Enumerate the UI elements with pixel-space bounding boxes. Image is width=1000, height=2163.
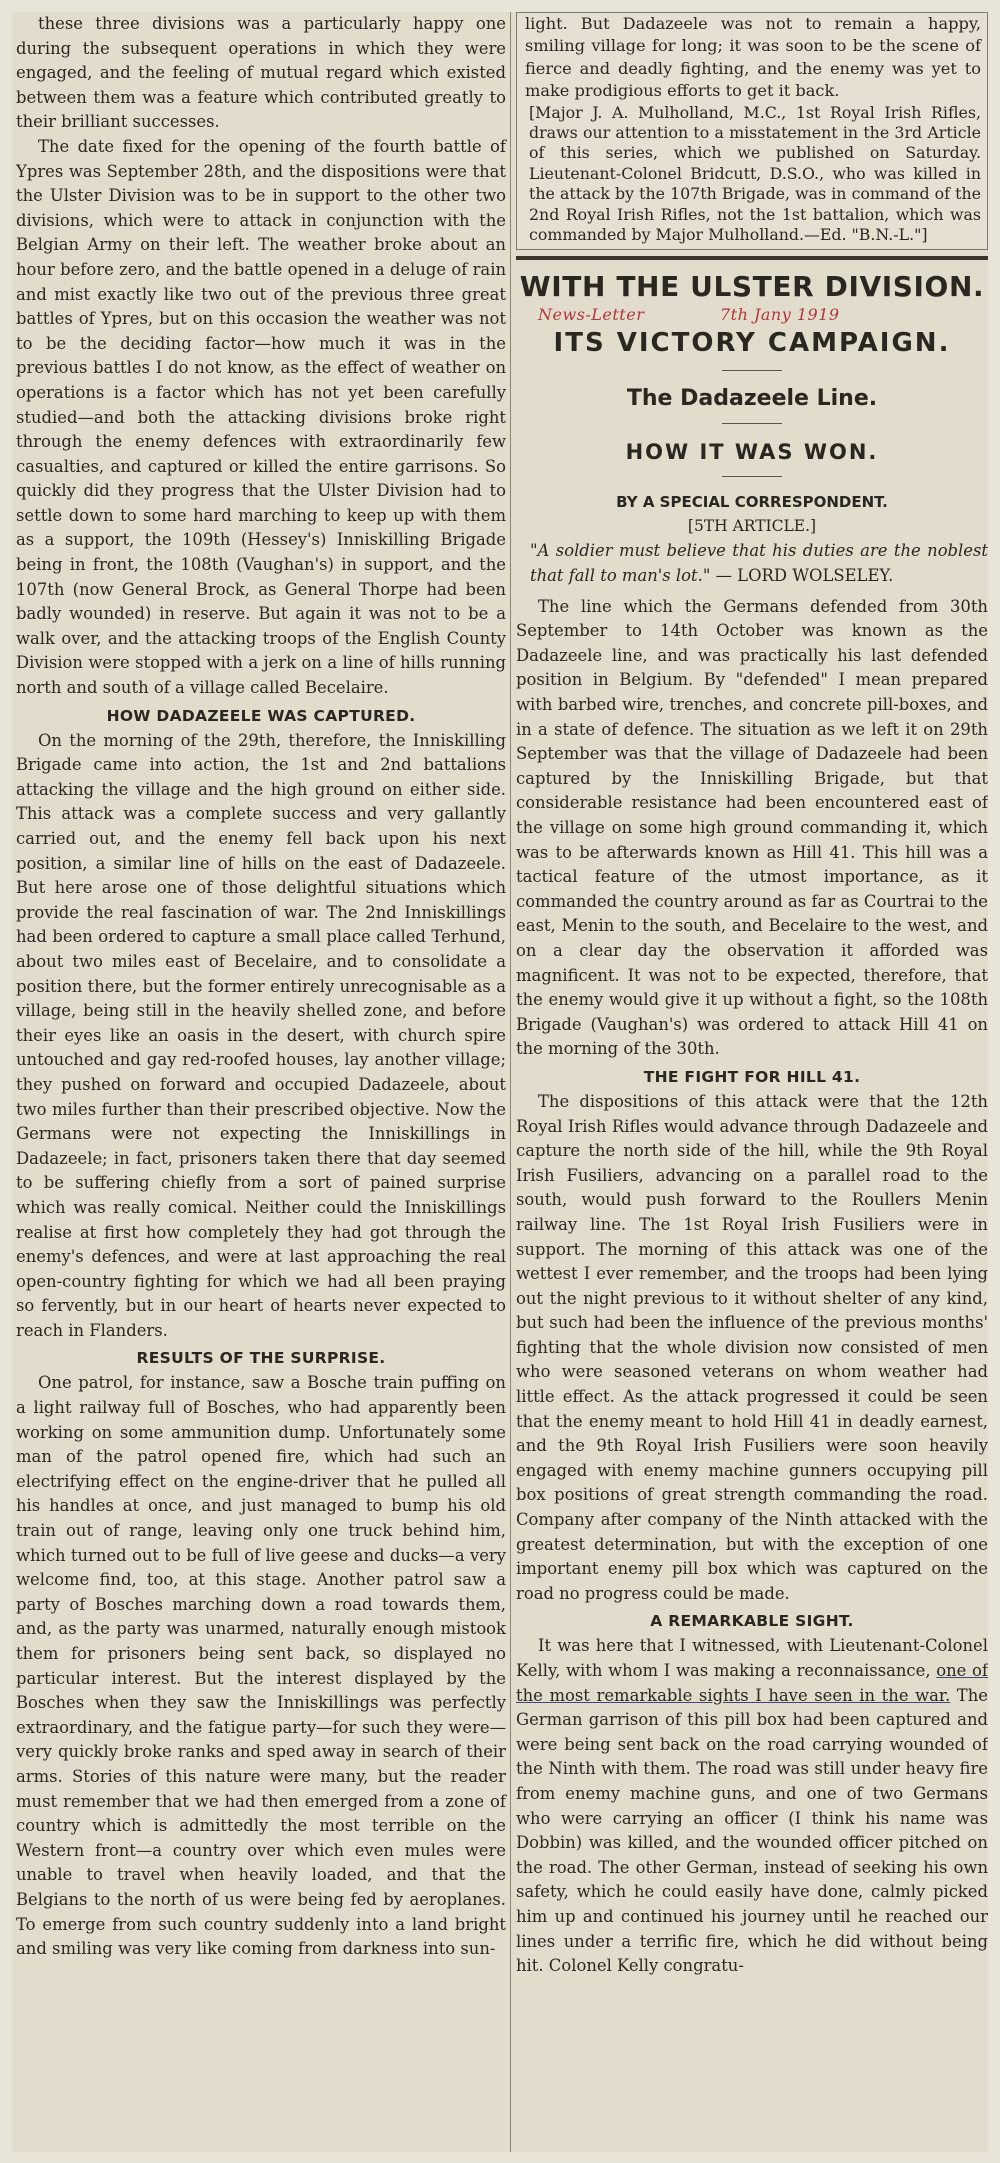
handwritten-annotation [516,304,988,326]
right-heading-fight-hill-41: THE FIGHT FOR HILL 41. [643,1067,861,1086]
article-number: [5TH ARTICLE.] [687,517,817,536]
headline-third: The Dadazeele Line. [626,386,878,412]
epigraph-text: "A soldier must believe that his duties are the noblest that fall to man's lot." [530,541,988,586]
right-paragraphs-2 [516,1090,988,1606]
handwritten-source: News-Letter [538,305,645,325]
headline-main: WITH THE ULSTER DIVISION. [519,270,985,304]
final-paragraph-end: The German garrison of this pill box had been captured and were being sent back on the road carrying wounded of the Ninth with them. The road was still under heavy fire from enemy machine guns, and one of two Germans who were carrying an officer (I think his name was Dobbin) was killed, and the wounded officer pitched on the road. The other German, instead of seeking his own safety, which he could easily have done, calmly picked him up and continued his journey until he reached our lines under a terrific fire, which he did without being hit. Colonel Kelly congratu- [516,1685,988,1976]
paragraph: these three divisions was a particularly happy one during the subsequent operations in which they were engaged, and the feeling of mutual regard which existed between them was a feature which contributed greatly to their brilliant successes. [16,14,506,132]
newspaper-clipping [12,12,988,2152]
paragraph: The line which the Germans defended from 30th September to 14th October was known as the Dadazeele line, and was practically his last defended position in Belgium. By "defended" I mean prepared with barbed wire, trenches, and concrete pill-boxes, and in a state of defence. The situation as we left it on 29th September was that the village of Dadazeele had been captured by the Inniskilling Brigade, but that considerable resistance had been encountered east of the village on some high ground commanding it, which was to be afterwards known as Hill 41. This hill was a tactical feature of the utmost importance, as it commanded the country around as far as Courtrai to the east, Menin to the south, and Becelaire to the west, and on a clear day the observation it afforded was magnificent. It was not to be expected, therefore, that the enemy would give it up without a fight, so the 108th Brigade (Vaughan's) was ordered to attack Hill 41 on the morning of the 30th. [516,596,988,1059]
byline: BY A SPECIAL CORRESPONDENT. [616,493,888,512]
continuation-box [516,12,988,250]
paragraph: The dispositions of this attack were that the 12th Royal Irish Rifles would advance through Dadazeele and capture the north side of the hill, while the 9th Royal Irish Fusiliers, advancing on a parallel road to the south, would push forward to the Roullers Menin railway line. The 1st Royal Irish Fusiliers were in support. The morning of this attack was one of the wettest I ever remember, and the troops had been lying out the night previous to it without shelter of any kind, but such had been the influence of the previous months' fighting that the whole division now consisted of men who were seasoned veterans on whom weather had little effect. As the attack progressed it could be seen that the enemy meant to hold Hill 41 in deadly earnest, and the 9th Royal Irish Fusiliers were soon heavily engaged with enemy machine gunners occupying pill box positions of great strength commanding the road. Company after company of the Ninth attacked with the greatest determination, but with the exception of one important enemy pill box which was captured on the road no progress could be made. [516,1091,988,1603]
headline-second: ITS VICTORY CAMPAIGN. [553,328,951,359]
left-paragraphs-2 [16,729,506,1344]
left-heading-dadazeele-captured: HOW DADAZEELE WAS CAPTURED. [106,706,416,725]
paragraph: The date fixed for the opening of the fourth battle of Ypres was September 28th, and the dispositions were that the Ulster Division was to be in support to the other two divisions, which were to attack in conjunction with the Belgian Army on their left. The weather broke about an hour before zero, and the battle opened in a deluge of rain and mist exactly like two out of the previous three great battles of Ypres, but on this occasion the weather was not to be the deciding factor—how much it was in the previous battles I do not know, as the effect of weather on operations is a factor which has not yet been carefully studied—and both the attacking divisions broke right through the enemy defences with extraordinarily few casualties, and captured or killed the entire garrisons. So quickly did they progress that the Ulster Division had to settle down to some hard marching to keep up with them as a support, the 109th (Hessey's) Inniskilling Brigade being in front, the 108th (Vaughan's) in support, and the 107th (now General Brock, as General Thorpe had been badly wounded) in reserve. But again it was not to be a walk over, and the attacking troops of the English County Division were stopped with a jerk on a line of hills running north and south of a village called Becelaire. [16,136,506,698]
column-divider [510,12,511,2152]
right-column [516,12,988,2152]
epigraph-author: — LORD WOLSELEY. [715,566,894,586]
headline-divider-3 [722,476,782,477]
left-heading-results-surprise: RESULTS OF THE SURPRISE. [136,1349,386,1368]
headline-divider-2 [722,423,782,424]
final-paragraph [516,1634,988,1978]
left-paragraphs-3 [16,1371,506,1961]
headline-fourth: HOW IT WAS WON. [625,440,879,465]
editor-note: [Major J. A. Mulholland, M.C., 1st Royal Irish Rifles, draws our attention to a misstatement in the 3rd Article of this series, which we published on Saturday. Lieutenant-Colonel Bridcutt, D.S.O., who was killed in the attack by the 107th Brigade, was in command of the 2nd Royal Irish Rifles, not the 1st battalion, which was commanded by Major Mulholland.—Ed. "B.N.-L."] [529,102,981,245]
right-heading-remarkable-sight: A REMARKABLE SIGHT. [650,1612,854,1631]
paragraph: On the morning of the 29th, therefore, the Inniskilling Brigade came into action, the 1st and 2nd battalions attacking the village and the high ground on either side. This attack was a complete success and very gallantly carried out, and the enemy fell back upon his next position, a similar line of hills on the east of Dadazeele. But here arose one of those delightful situations which provide the real fascination of war. The 2nd Inniskillings had been ordered to capture a small place called Terhund, about two miles east of Becelaire, and to consolidate a position there, but the former entirely unrecognisable as a village, being still in the heavily shelled zone, and before their eyes like an oasis in the desert, with church spire untouched and gay red-roofed houses, lay another village; they pushed on forward and occupied Dadazeele, about two miles further than their prescribed objective. Now the Germans were not expecting the Inniskillings in Dadazeele; in fact, prisoners taken there that day seemed to be suffering chiefly from a sort of pained surprise which was really comical. Neither could the Inniskillings realise at first how completely they had got through the enemy's defences, and were at last approaching the real open-country fighting for which we had all been praying so fervently, but in our heart of hearts never expected to reach in Flanders. [16,730,506,1340]
final-paragraph-start: It was here that I witnessed, with Lieutenant-Colonel Kelly, with whom I was making a reconnaissance, [516,1636,988,1680]
left-column [16,12,512,2152]
box-paragraph: light. But Dadazeele was not to remain a happy, smiling village for long; it was soon to be the scene of fierce and deadly fighting, and the enemy was yet to make prodigious efforts to get it back. [525,14,981,101]
handwritten-date: 7th Jany 1919 [719,305,840,325]
epigraph [516,539,988,588]
paragraph: One patrol, for instance, saw a Bosche train puffing on a light railway full of Bosches, who had apparently been working on some ammunition dump. Unfortunately some man of the patrol opened fire, which had such an electrifying effect on the engine-driver that he pulled all his handles at once, and just managed to bump his old train out of range, leaving only one truck behind him, which turned out to be full of live geese and ducks—a very welcome find, too, at this stage. Another patrol saw a party of Bosches marching down a road towards them, and, as the party was unarmed, naturally enough mistook them for prisoners being sent back, so displayed no particular interest. But the interest displayed by the Bosches when they saw the Inniskillings was perfectly extraordinary, and the fatigue party—for such they were—very quickly broke ranks and sped away in search of their arms. Stories of this nature were many, but the reader must remember that we had then emerged from a zone of country which is admittedly the most terrible on the Western front—a country over which even mules were unable to travel when heavily loaded, and that the Belgians to the north of us were being fed by aeroplanes. To emerge from such country suddenly into a land bright and smiling was very like coming from darkness into sun- [16,1373,506,1959]
article-headline-block [516,270,988,537]
left-paragraphs-1 [16,12,506,701]
final-paragraph-underlined: one of the most remarkable sights I have seen in the war. [516,1661,988,1705]
heavy-rule [516,256,988,260]
right-paragraphs-1 [516,595,988,1062]
headline-divider-1 [722,370,782,371]
